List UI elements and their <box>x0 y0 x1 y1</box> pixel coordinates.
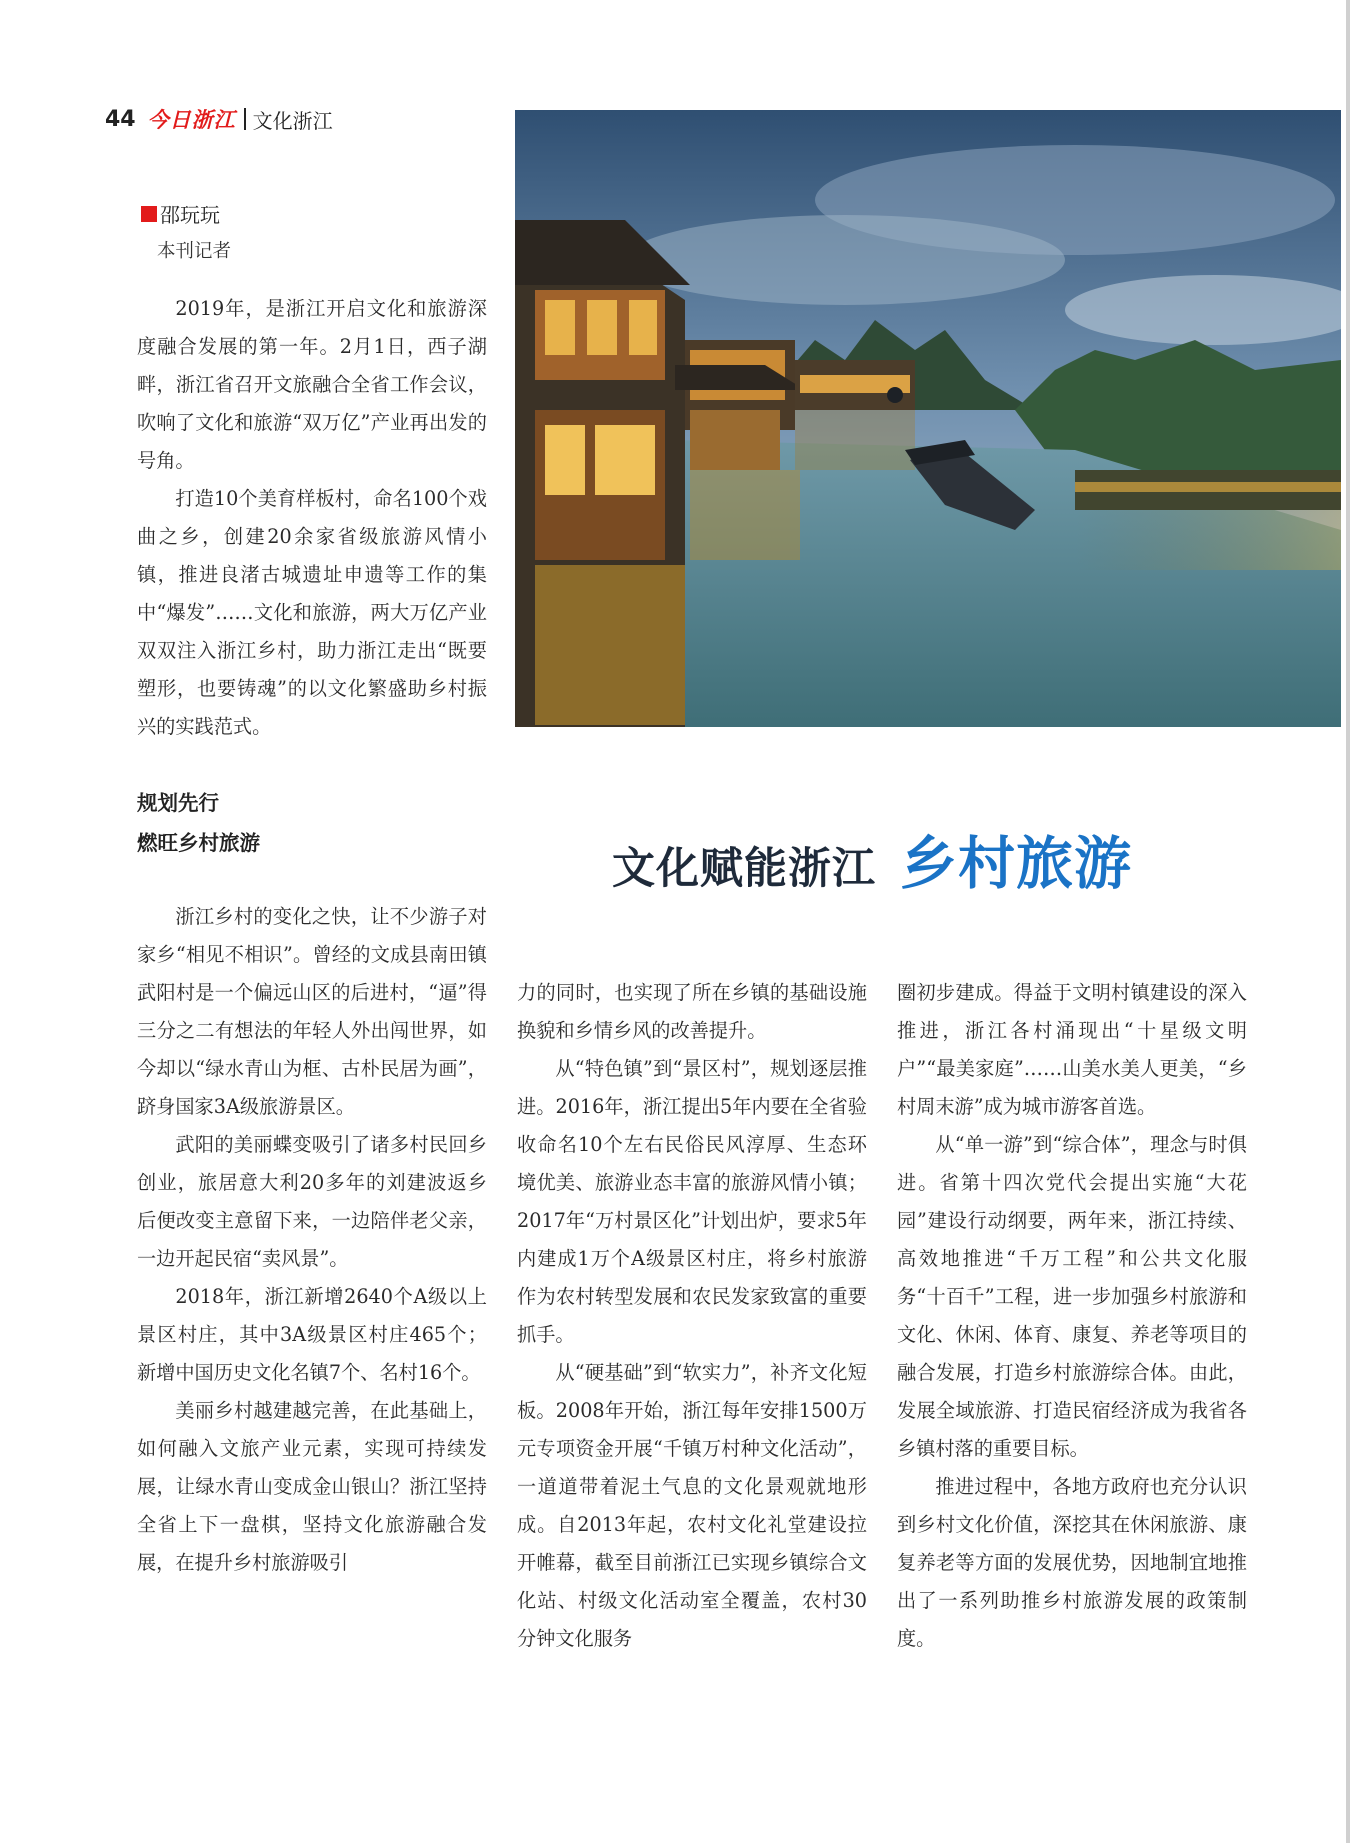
author-role: 本刊记者 <box>157 241 232 262</box>
text-column-3 <box>897 974 1247 1658</box>
page-header <box>105 103 333 135</box>
paragraph-continued: 力的同时，也实现了所在乡镇的基础设施换貌和乡情乡风的改善提升。 <box>517 981 867 1042</box>
paragraph-continued: 圈初步建成。得益于文明村镇建设的深入推进，浙江各村涌现出“十星级文明户”“最美家庭”……山美水美人更美，“乡村周末游”成为城市游客首选。 <box>897 981 1247 1118</box>
page-edge <box>1346 0 1350 1843</box>
water-town-photo <box>515 110 1341 727</box>
section-subheading <box>137 783 260 863</box>
paragraph: 从“单一游”到“综合体”，理念与时俱进。省第十四次党代会提出实施“大花园”建设行动纲要，两年来，浙江持续、高效地推进“千万工程”和公共文化服务“十百千”工程，进一步加强乡村旅游和文化、休闲、体育、康复、养老等项目的融合发展，打造乡村旅游综合体。由此，发展全域旅游、打造民宿经济成为我省各乡镇村落的重要目标。 <box>897 1133 1247 1460</box>
paragraph: 从“特色镇”到“景区村”，规划逐层推进。2016年，浙江提出5年内要在全省验收命名10个左右民俗民风淳厚、生态环境优美、旅游业态丰富的旅游风情小镇；2017年“万村景区化”计划出炉，要求5年内建成1万个A级景区村庄，将乡村旅游作为农村转型发展和农民发家致富的重要抓手。 <box>517 1057 867 1346</box>
intro-text <box>137 290 487 746</box>
paragraph: 2019年，是浙江开启文化和旅游深度融合发展的第一年。2月1日，西子湖畔，浙江省召开文旅融合全省工作会议，吹响了文化和旅游“双万亿”产业再出发的号角。 <box>137 297 487 472</box>
text-column-2 <box>517 974 867 1658</box>
paragraph: 美丽乡村越建越完善，在此基础上，如何融入文旅产业元素，实现可持续发展，让绿水青山变成金山银山？浙江坚持全省上下一盘棋，坚持文化旅游融合发展，在提升乡村旅游吸引 <box>137 1399 487 1574</box>
paragraph: 打造10个美育样板村，命名100个戏曲之乡，创建20余家省级旅游风情小镇，推进良渚古城遗址申遗等工作的集中“爆发”……文化和旅游，两大万亿产业双双注入浙江乡村，助力浙江走出“既要塑形，也要铸魂”的以文化繁盛助乡村振兴的实践范式。 <box>137 487 487 738</box>
header-divider <box>244 108 246 130</box>
headline-part1: 文化赋能浙江 <box>612 844 876 894</box>
paragraph: 2018年，浙江新增2640个A级以上景区村庄，其中3A级景区村庄465个；新增中国历史文化名镇7个、名村16个。 <box>137 1285 487 1384</box>
text-column-1 <box>137 898 487 1582</box>
author-name: 邵玩玩 <box>160 203 220 227</box>
section-name: 文化浙江 <box>252 108 333 133</box>
page-number: 44 <box>105 106 136 132</box>
magazine-logo: 今日浙江 <box>147 107 236 132</box>
author-byline <box>141 199 220 228</box>
subheading-line: 规划先行 <box>137 791 219 815</box>
headline-part2: 乡村旅游 <box>900 831 1132 897</box>
paragraph: 推进过程中，各地方政府也充分认识到乡村文化价值，深挖其在休闲旅游、康复养老等方面的发展优势，因地制宜地推出了一系列助推乡村旅游发展的政策制度。 <box>897 1475 1247 1650</box>
paragraph: 从“硬基础”到“软实力”，补齐文化短板。2008年开始，浙江每年安排1500万元专项资金开展“千镇万村种文化活动”，一道道带着泥土气息的文化景观就地形成。自2013年起，农村文化礼堂建设拉开帷幕，截至目前浙江已实现乡镇综合文化站、村级文化活动室全覆盖，农村30分钟文化服务 <box>517 1361 867 1650</box>
red-square-icon <box>141 206 157 222</box>
paragraph: 武阳的美丽蝶变吸引了诸多村民回乡创业，旅居意大利20多年的刘建波返乡后便改变主意留下来，一边陪伴老父亲，一边开起民宿“卖风景”。 <box>137 1133 487 1270</box>
paragraph: 浙江乡村的变化之快，让不少游子对家乡“相见不相识”。曾经的文成县南田镇武阳村是一个偏远山区的后进村，“逼”得三分之二有想法的年轻人外出闯世界，如今却以“绿水青山为框、古朴民居为画”，跻身国家3A级旅游景区。 <box>137 905 487 1118</box>
subheading-line: 燃旺乡村旅游 <box>137 831 260 855</box>
article-headline <box>612 818 1132 900</box>
